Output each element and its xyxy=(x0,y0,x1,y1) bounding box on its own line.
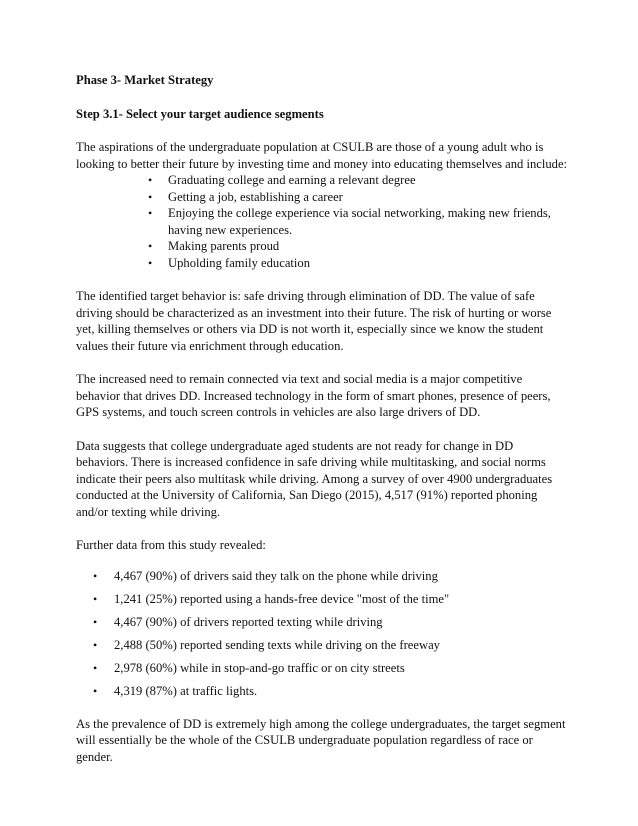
bullet-icon: • xyxy=(93,614,98,629)
paragraph-line: driving should be characterized as an investment into their future. The risk of hurting or worse xyxy=(76,305,552,320)
paragraph-line: The increased need to remain connected via text and social media is a major competitive xyxy=(76,372,523,386)
list-item xyxy=(93,637,576,654)
list-item-text: 4,467 (90%) of drivers said they talk on the phone while driving xyxy=(114,568,438,583)
list-item xyxy=(148,172,576,189)
list-item-text: Making parents proud xyxy=(168,239,280,253)
behavior-paragraph xyxy=(76,288,576,354)
paragraph-line: behaviors. There is increased confidence in safe driving while multitasking, and social norms xyxy=(76,455,546,469)
paragraph-line: and/or texting while driving. xyxy=(76,504,221,519)
bullet-icon: • xyxy=(148,206,153,220)
bullet-icon: • xyxy=(148,173,153,187)
conclusion-paragraph xyxy=(76,716,576,766)
aspirations-list xyxy=(76,172,576,271)
list-item xyxy=(93,591,576,608)
list-item-text: Getting a job, establishing a career xyxy=(168,189,343,204)
phase-heading: Phase 3- Market Strategy xyxy=(76,73,214,87)
paragraph-line: behavior that drives DD. Increased technology in the form of smart phones, presence of peers, xyxy=(76,388,551,403)
intro-line: The aspirations of the undergraduate population at CSULB are those of a young adult who is xyxy=(76,140,544,154)
paragraph-line: will essentially be the whole of the CSULB undergraduate population regardless of race or xyxy=(76,733,533,748)
list-item-text: 4,319 (87%) at traffic lights. xyxy=(114,684,258,699)
list-item xyxy=(93,660,576,677)
list-item xyxy=(148,189,576,206)
paragraph-line: As the prevalence of DD is extremely high among the college undergraduates, the target segment xyxy=(76,716,566,731)
list-item xyxy=(148,205,576,238)
paragraph-line: Data suggests that college undergraduate aged students are not ready for change in DD xyxy=(76,438,514,453)
paragraph-line: conducted at the University of California, San Diego (2015), 4,517 (91%) reported phoning xyxy=(76,488,538,502)
data-paragraph xyxy=(76,438,576,521)
bullet-icon: • xyxy=(93,638,98,653)
list-item xyxy=(93,568,576,585)
further-data-intro: Further data from this study revealed: xyxy=(76,538,266,552)
list-item xyxy=(148,238,576,255)
bullet-icon: • xyxy=(148,189,153,204)
bullet-icon: • xyxy=(148,239,153,253)
intro-paragraph xyxy=(76,139,576,172)
list-item xyxy=(93,683,576,700)
list-item xyxy=(93,614,576,631)
list-item-text: having new experiences. xyxy=(168,222,293,237)
document-page xyxy=(76,70,576,765)
drivers-paragraph xyxy=(76,371,576,421)
paragraph-line: GPS systems, and touch screen controls in vehicles are also large drivers of DD. xyxy=(76,405,481,419)
intro-line: looking to better their future by investing time and money into educating themselves and include: xyxy=(76,156,568,171)
step-heading: Step 3.1- Select your target audience segments xyxy=(76,106,324,121)
bullet-icon: • xyxy=(93,591,98,606)
list-item-text: 2,978 (60%) while in stop-and-go traffic or on city streets xyxy=(114,661,405,676)
paragraph-line: indicate their peers also multitask while driving. Among a survey of over 4900 undergraduates xyxy=(76,471,553,486)
stats-list xyxy=(76,568,576,700)
list-item xyxy=(148,255,576,272)
bullet-icon: • xyxy=(93,661,98,676)
paragraph-line: values their future via enrichment through education. xyxy=(76,338,344,353)
paragraph-line: yet, killing themselves or others via DD is not worth it, especially since we know the student xyxy=(76,322,544,336)
list-item-text: Graduating college and earning a relevant degree xyxy=(168,173,416,187)
bullet-icon: • xyxy=(148,255,153,270)
bullet-icon: • xyxy=(93,684,98,699)
list-item-text: 1,241 (25%) reported using a hands-free device "most of the time" xyxy=(114,591,450,606)
paragraph-line: The identified target behavior is: safe driving through elimination of DD. The value of safe xyxy=(76,289,535,303)
list-item-text: 4,467 (90%) of drivers reported texting while driving xyxy=(114,614,383,629)
list-item-text: Enjoying the college experience via social networking, making new friends, xyxy=(168,206,551,220)
list-item-text: Upholding family education xyxy=(168,255,310,270)
bullet-icon: • xyxy=(93,568,98,583)
paragraph-line: gender. xyxy=(76,749,113,764)
list-item-text: 2,488 (50%) reported sending texts while driving on the freeway xyxy=(114,638,440,653)
